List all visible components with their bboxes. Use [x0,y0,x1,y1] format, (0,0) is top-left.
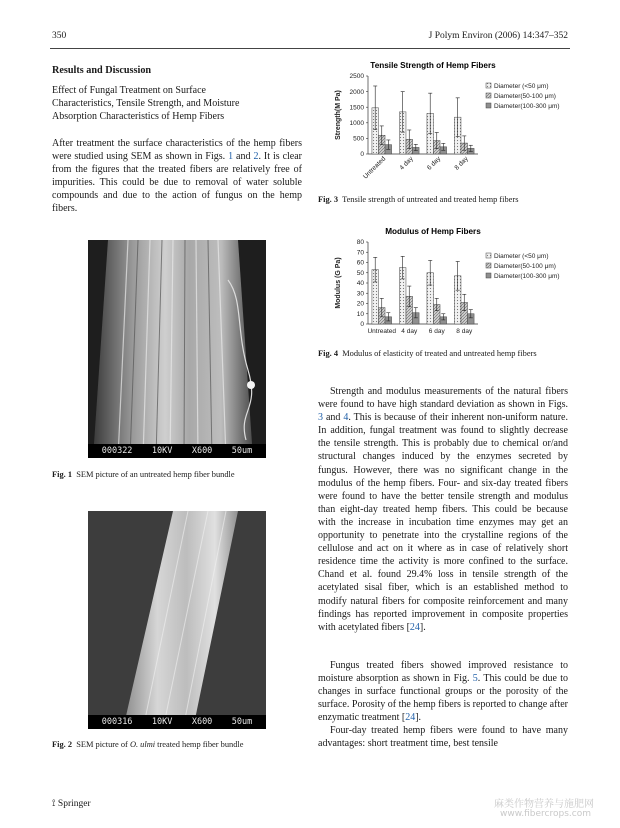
y-tick-label: 60 [356,259,364,267]
y-tick-label: 500 [353,135,364,143]
legend-swatch [486,273,491,278]
section-title: Results and Discussion [52,65,152,76]
x-tick-label: 6 day [428,328,445,335]
citation-link[interactable]: 24 [409,621,420,633]
subsection-title: Effect of Fungal Treatment on Surface Characteristics, Tensile Strength, and Moisture Absorption Characteristics of Hemp Fibers [52,85,240,122]
x-tick-label: 8 day [456,328,473,335]
watermark-url: www.fibercrops.com [500,809,591,819]
y-tick-label: 30 [356,290,364,298]
header-rule [50,48,570,49]
x-tick-label: Untreated [367,328,397,335]
legend-swatch [486,93,491,98]
y-tick-label: 0 [360,321,364,329]
discussion-paragraph-2: Fungus treated fibers showed improved resistance to moisture absorption as shown in Fig. 5. This could be due to changes in surface functional groups or the porosity of the surface. Porosity of the hemp fibers is reported to change after enzymatic treatment [24]. [318,660,568,724]
fig-ref-link[interactable]: 3 [318,412,323,424]
y-tick-label: 1000 [349,120,364,127]
y-tick-label: 20 [356,300,364,308]
legend-label: Diameter(50-100 μm) [494,263,556,270]
page-number: 350 [52,31,67,41]
citation-link[interactable]: 24 [405,712,416,724]
springer-logo: ⟟ Springer [52,798,91,809]
watermark-cn: 麻类作物营养与施肥网 [494,799,594,810]
x-tick-label: 8 day [453,155,470,172]
legend-swatch [486,253,491,258]
journal-header: J Polym Environ (2006) 14:347–352 [428,31,568,41]
intro-paragraph: After treatment the surface characteristics of the hemp fibers were studied using SEM as shown in Figs. 1 and 2. It is clear from the figures that the treated fibers are relatively free of impurities. This could be due to removal of water soluble compounds and due to the action of fungus on the hemp fibers. [52,138,303,215]
figure3-caption: Fig. 3 Tensile strength of untreated and treated hemp fibers [318,195,519,204]
y-tick-label: 1500 [349,104,364,112]
x-tick-label: 4 day [401,328,418,335]
legend-swatch [486,83,491,88]
figure1-caption: Fig. 1 SEM picture of an untreated hemp fiber bundle [52,470,235,479]
modulus-chart [318,224,568,346]
sem-image-untreated [88,240,266,458]
legend-label: Diameter(100-300 μm) [494,273,560,280]
sem-texture [88,511,266,729]
discussion-paragraph-3: Four-day treated hemp fibers were found to have many advantages: short treatment time, best tensile [318,725,568,750]
legend-label: Diameter(50-100 μm) [494,93,556,100]
sem-image-treated [88,511,266,729]
y-axis-label: Modulus (G Pa) [335,257,342,309]
x-tick-label: 6 day [425,155,443,172]
legend-label: Diameter (<50 μm) [494,253,549,260]
sem-info-bar: 000316 10KV X600 50um [88,715,266,729]
y-tick-label: 10 [356,310,364,318]
discussion-paragraph-1: Strength and modulus measurements of the natural fibers were found to have high standard deviation as shown in Figs. 3 and 4. This is because of their inherent non-uniform nature. In addition, fungal treatment was found to slightly decrease the tensile strength. This is probably due to chemical or/and structural changes induced by the enzymes secreted by fungus. However, there was no significant change in the modulus of the hemp fibers. Four- and six-day treated fibers were found to have the better tensile strength and modulus than eight-day treated hemp fibers. This could be because with the increase in incubation time enzymes may get an opportunity to penetrate into the crystalline regions of the cellulose and act on it where as in case of relatively short residence time the activity is more confined to the surface. Chand et al. found 29.4% loss in tensile strength of the acetylated sisal fiber, which is an established method to modify natural fibers for composite reinforcement and many findings has reported improvement in composite properties with acetylated fibers [24]. [318,386,568,633]
sem-info-bar: 000322 10KV X600 50um [88,444,266,458]
figure4-caption: Fig. 4 Modulus of elasticity of treated and untreated hemp fibers [318,349,537,358]
legend-label: Diameter (<50 μm) [494,83,549,90]
tensile-strength-chart [318,58,568,188]
chart-title: Modulus of Hemp Fibers [385,227,481,236]
y-tick-label: 80 [356,239,364,247]
y-axis-label: Strength(M Pa) [335,90,342,140]
fig-ref-link[interactable]: 5 [472,673,478,685]
y-tick-label: 70 [356,249,364,257]
chart-title: Tensile Strength of Hemp Fibers [370,61,496,70]
figure2-caption: Fig. 2 SEM picture of O. ulmi treated hemp fiber bundle [52,740,244,749]
x-tick-label: Untreated [362,155,388,181]
legend-swatch [486,263,491,268]
fig-ref-link[interactable]: 1 [228,151,234,163]
y-tick-label: 0 [360,151,364,159]
y-tick-label: 2000 [349,88,364,96]
x-tick-label: 4 day [398,155,415,172]
y-tick-label: 50 [356,269,364,277]
fig-ref-link[interactable]: 2 [253,151,259,163]
y-tick-label: 40 [356,280,364,288]
springer-icon: ⟟ [52,798,56,809]
y-tick-label: 2500 [349,73,364,81]
legend-label: Diameter(100-300 μm) [494,103,560,110]
legend-swatch [486,103,491,108]
sem-texture [88,240,266,458]
fig-ref-link[interactable]: 4 [343,412,349,424]
